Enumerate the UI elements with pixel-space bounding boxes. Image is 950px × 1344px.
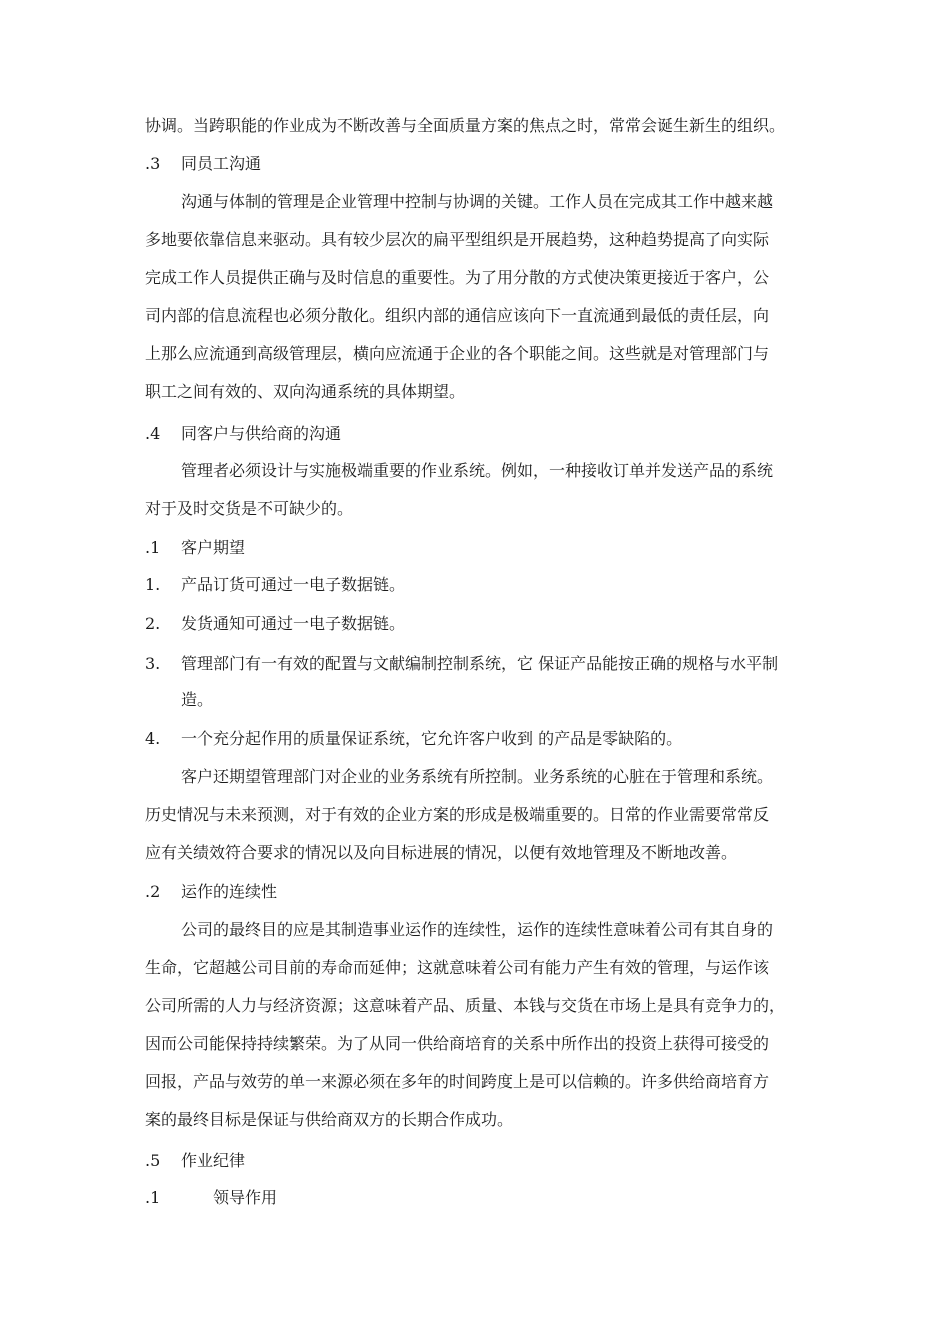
paragraph-line: 对于及时交货是不可缺少的。 — [145, 499, 354, 518]
list-item-number: 3. — [145, 654, 161, 673]
paragraph-line: 生命，它超越公司目前的寿命而延伸；这就意味着公司有能力产生有效的管理，与运作该 — [145, 958, 770, 977]
paragraph-line: 职工之间有效的、双向沟通系统的具体期望。 — [145, 382, 466, 401]
paragraph-line: 历史情况与未来预测，对于有效的企业方案的形成是极端重要的。日常的作业需要常常反 — [145, 805, 770, 824]
paragraph-line: 案的最终目标是保证与供给商双方的长期合作成功。 — [145, 1110, 514, 1129]
subsection-title: 运作的连续性 — [181, 882, 278, 901]
section-number: .3 — [145, 154, 161, 173]
list-item-text: 一个充分起作用的质量保证系统，它允许客户收到 的产品是零缺陷的。 — [181, 729, 683, 748]
subsection-number: .2 — [145, 882, 161, 901]
section-title: 同员工沟通 — [181, 154, 262, 173]
subsection-title: 客户期望 — [181, 538, 246, 557]
paragraph-line: 管理者必须设计与实施极端重要的作业系统。例如，一种接收订单并发送产品的系统 — [181, 461, 774, 480]
paragraph-line: 多地要依靠信息来驱动。具有较少层次的扁平型组织是开展趋势，这种趋势提高了向实际 — [145, 230, 770, 249]
list-item-number: 4. — [145, 729, 161, 748]
paragraph-line: 沟通与体制的管理是企业管理中控制与协调的关键。工作人员在完成其工作中越来越 — [181, 192, 774, 211]
subsection-title: 领导作用 — [213, 1188, 278, 1207]
paragraph-line: 应有关绩效符合要求的情况以及向目标进展的情况，以便有效地管理及不断地改善。 — [145, 843, 738, 862]
subsection-number: .1 — [145, 538, 161, 557]
list-item-continuation: 造。 — [181, 690, 214, 709]
paragraph-line: 协调。当跨职能的作业成为不断改善与全面质量方案的焦点之时，常常会诞生新生的组织。 — [145, 116, 786, 135]
section-number: .5 — [145, 1151, 161, 1170]
subsection-number: .1 — [145, 1188, 161, 1207]
paragraph-line: 完成工作人员提供正确与及时信息的重要性。为了用分散的方式使决策更接近于客户，公 — [145, 268, 770, 287]
section-title: 同客户与供给商的沟通 — [181, 424, 342, 443]
paragraph-line: 公司所需的人力与经济资源；这意味着产品、质量、本钱与交货在市场上是具有竞争力的， — [145, 996, 786, 1015]
paragraph-line: 客户还期望管理部门对企业的业务系统有所控制。业务系统的心脏在于管理和系统。 — [181, 767, 774, 786]
paragraph-line: 回报，产品与效劳的单一来源必须在多年的时间跨度上是可以信赖的。许多供给商培育方 — [145, 1072, 770, 1091]
paragraph-line: 公司的最终目的应是其制造事业运作的连续性，运作的连续性意味着公司有其自身的 — [181, 920, 774, 939]
list-item-number: 2. — [145, 614, 161, 633]
list-item-text: 发货通知可通过一电子数据链。 — [181, 614, 406, 633]
section-number: .4 — [145, 424, 161, 443]
paragraph-line: 上那么应流通到高级管理层，横向应流通于企业的各个职能之间。这些就是对管理部门与 — [145, 344, 770, 363]
list-item-text: 管理部门有一有效的配置与文献编制控制系统，它 保证产品能按正确的规格与水平制 — [181, 654, 779, 673]
paragraph-line: 因而公司能保持持续繁荣。为了从同一供给商培育的关系中所作出的投资上获得可接受的 — [145, 1034, 770, 1053]
section-title: 作业纪律 — [181, 1151, 246, 1170]
paragraph-line: 司内部的信息流程也必须分散化。组织内部的通信应该向下一直流通到最低的责任层，向 — [145, 306, 770, 325]
list-item-number: 1. — [145, 575, 161, 594]
list-item-text: 产品订货可通过一电子数据链。 — [181, 575, 406, 594]
